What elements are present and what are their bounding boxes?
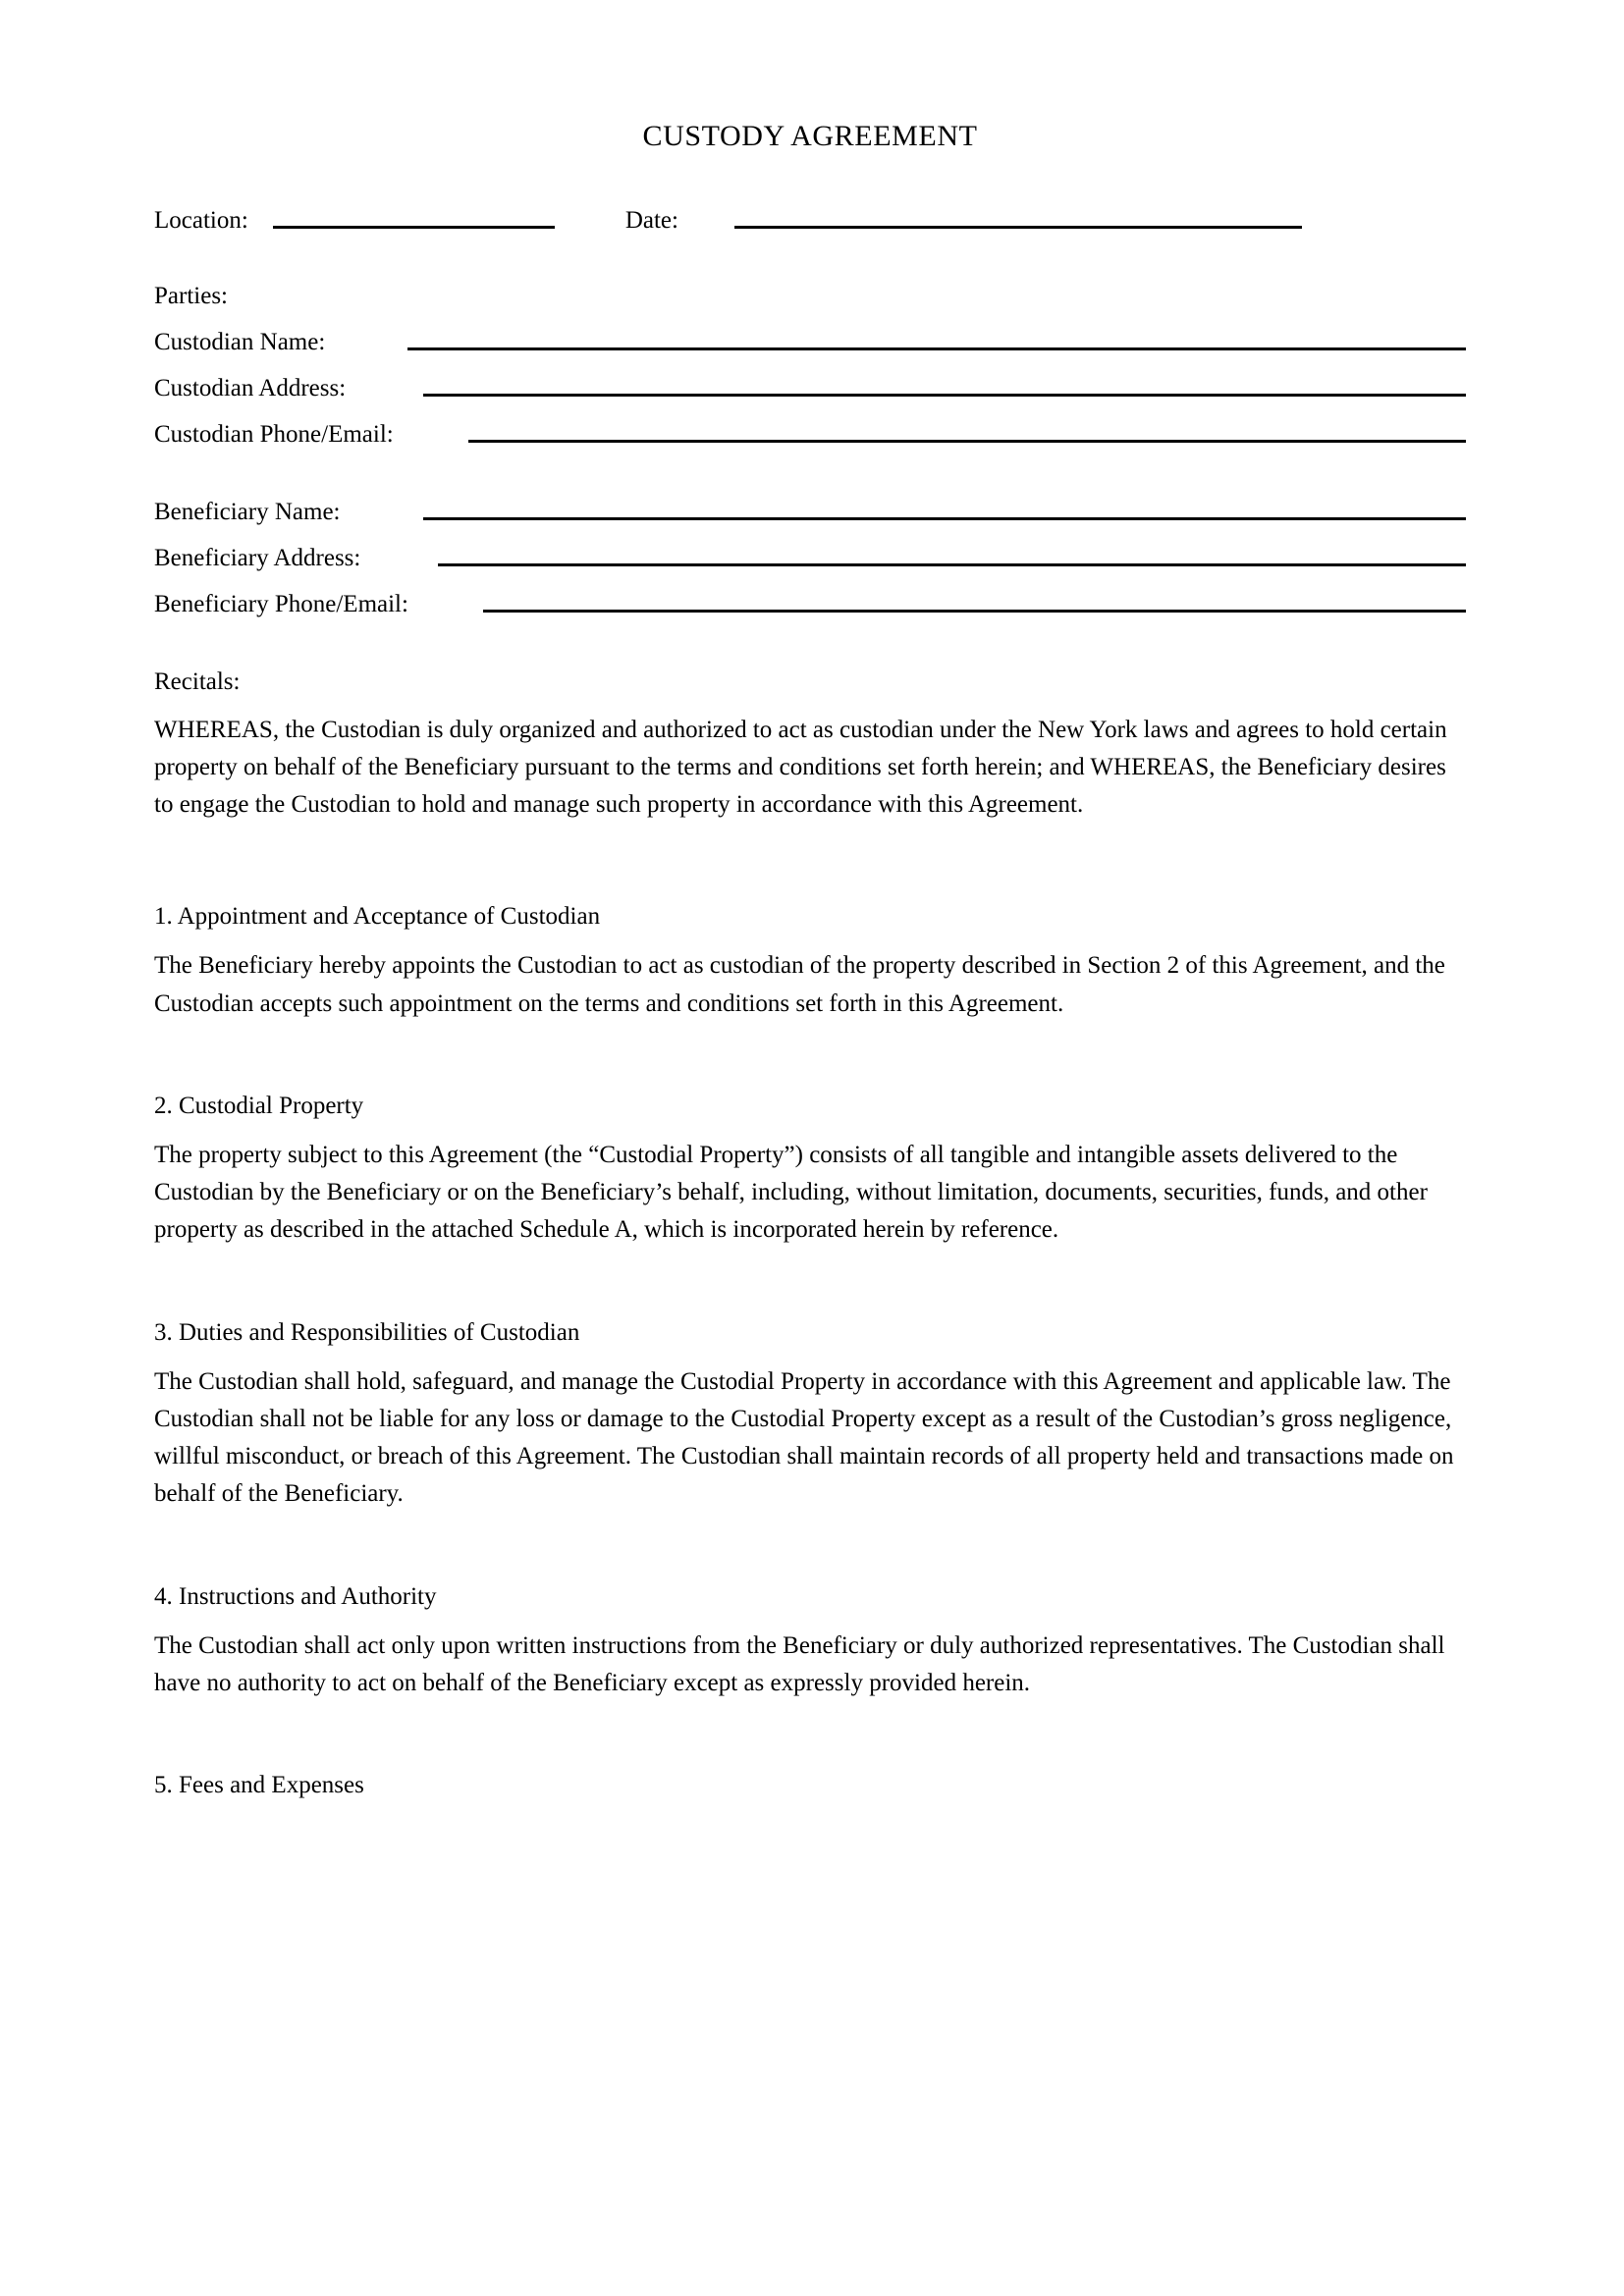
page-title: CUSTODY AGREEMENT	[642, 120, 978, 152]
parties-heading: Parties:	[154, 282, 228, 309]
section-2	[154, 1094, 1466, 1250]
field-row-custodian-phone-email	[154, 422, 1466, 447]
section-3-heading: 3. Duties and Responsibilities of Custodian	[154, 1318, 580, 1346]
section-4-body: The Custodian shall act only upon written instructions from the Beneficiary or duly authorized representatives. The Custodian shall have no authority to act on behalf of the Beneficiary except as expressly provided herein.	[154, 1631, 1445, 1696]
custodian-name-label: Custodian Name:	[154, 328, 326, 355]
section-4-heading: 4. Instructions and Authority	[154, 1582, 437, 1610]
date-label: Date:	[624, 206, 678, 234]
field-row-beneficiary-address	[154, 546, 1466, 570]
custodian-phone-email-input-line[interactable]	[468, 440, 1466, 443]
section-2-heading: 2. Custodial Property	[154, 1092, 364, 1119]
section-5	[154, 1773, 1466, 1797]
date-input-line[interactable]	[734, 226, 1302, 229]
custodian-address-input-line[interactable]	[423, 394, 1466, 397]
custodian-phone-email-label: Custodian Phone/Email:	[154, 420, 394, 448]
beneficiary-phone-email-input-line[interactable]	[483, 610, 1466, 613]
section-4	[154, 1584, 1466, 1703]
custodian-address-label: Custodian Address:	[154, 374, 347, 401]
parties-spacer	[154, 447, 1466, 478]
recitals-heading: Recitals:	[154, 667, 241, 695]
field-row-custodian-name	[154, 330, 1466, 354]
section-3	[154, 1320, 1466, 1514]
field-row-beneficiary-phone-email	[154, 592, 1466, 616]
section-1-body: The Beneficiary hereby appoints the Custodian to act as custodian of the property described in Section 2 of this Agreement, and the Custodian accepts such appointment on the terms and conditions set forth in this Agreement.	[154, 952, 1445, 1017]
document-content	[154, 0, 1466, 1797]
section-1-heading: 1. Appointment and Acceptance of Custodian	[154, 903, 601, 931]
field-row-beneficiary-name	[154, 500, 1466, 524]
beneficiary-address-label: Beneficiary Address:	[154, 544, 361, 571]
section-2-body: The property subject to this Agreement (the “Custodial Property”) consists of all tangible and intangible assets delivered to the Custodian by the Beneficiary or on the Beneficiary’s behalf, including, without limitation, documents, securities, funds, and other property as described in the attached Schedule A, which is incorporated herein by reference.	[154, 1141, 1428, 1244]
location-date-row	[154, 208, 1466, 233]
section-1	[154, 904, 1466, 1023]
section-3-body: The Custodian shall hold, safeguard, and manage the Custodial Property in accordance with this Agreement and applicable law. The Custodian shall not be liable for any loss or damage to the Custodial Property except as a result of the Custodian’s gross negligence, willful misconduct, or breach of this Agreement. The Custodian shall maintain records of all property held and transactions made on behalf of the Beneficiary.	[154, 1367, 1454, 1508]
custodian-name-input-line[interactable]	[407, 347, 1466, 350]
location-input-line[interactable]	[273, 226, 555, 229]
beneficiary-phone-email-label: Beneficiary Phone/Email:	[154, 590, 408, 617]
beneficiary-address-input-line[interactable]	[438, 563, 1466, 566]
recitals-body: WHEREAS, the Custodian is duly organized and authorized to act as custodian under the New York laws and agrees to hold certain property on behalf of the Beneficiary pursuant to the terms and conditions set forth herein; and WHEREAS, the Beneficiary desires to engage the Custodian to hold and manage such property in accordance with this Agreement.	[154, 716, 1447, 818]
section-5-heading: 5. Fees and Expenses	[154, 1772, 364, 1798]
beneficiary-name-input-line[interactable]	[423, 517, 1467, 520]
location-label: Location:	[154, 206, 248, 234]
field-row-custodian-address	[154, 376, 1466, 400]
beneficiary-name-label: Beneficiary Name:	[154, 498, 341, 525]
